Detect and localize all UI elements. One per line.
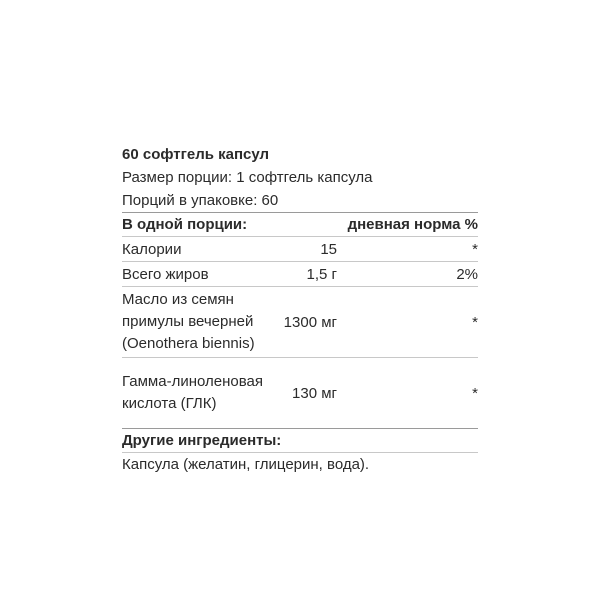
nutrient-amount: 1300 мг [283, 313, 337, 331]
product-title: 60 софтгель капсул [122, 146, 270, 163]
nutrient-amount: 130 мг [292, 384, 337, 402]
serving-size: Размер порции: 1 софтгель капсула [122, 169, 373, 186]
servings-per-container: Порций в упаковке: 60 [122, 192, 279, 209]
nutrient-amount: 1,5 г [306, 266, 337, 283]
other-ingredients-heading: Другие ингредиенты: [122, 428, 478, 452]
nutrient-daily-value: * [472, 241, 478, 258]
nutrient-name: Масло из семян примулы вечерней (Oenothera biennis) [122, 291, 255, 352]
nutrient-amount: 15 [320, 241, 337, 258]
nutrient-name: Всего жиров [122, 266, 209, 283]
nutrient-name: Калории [122, 241, 182, 258]
table-header [122, 213, 478, 236]
nutrient-daily-value: * [472, 313, 478, 331]
table-row [122, 261, 478, 286]
per-serving-heading: В одной порции: [122, 216, 248, 233]
nutrient-daily-value: 2% [456, 266, 478, 283]
table-row [122, 236, 478, 261]
nutrient-daily-value: * [472, 384, 478, 402]
daily-value-heading: дневная норма % [347, 216, 478, 233]
nutrient-name: Гамма-линоленовая кислота (ГЛК) [122, 373, 263, 412]
other-ingredients-text: Капсула (желатин, глицерин, вода). [122, 452, 478, 476]
supplement-facts-panel [122, 143, 478, 476]
table-row [122, 357, 478, 428]
table-row [122, 286, 478, 357]
